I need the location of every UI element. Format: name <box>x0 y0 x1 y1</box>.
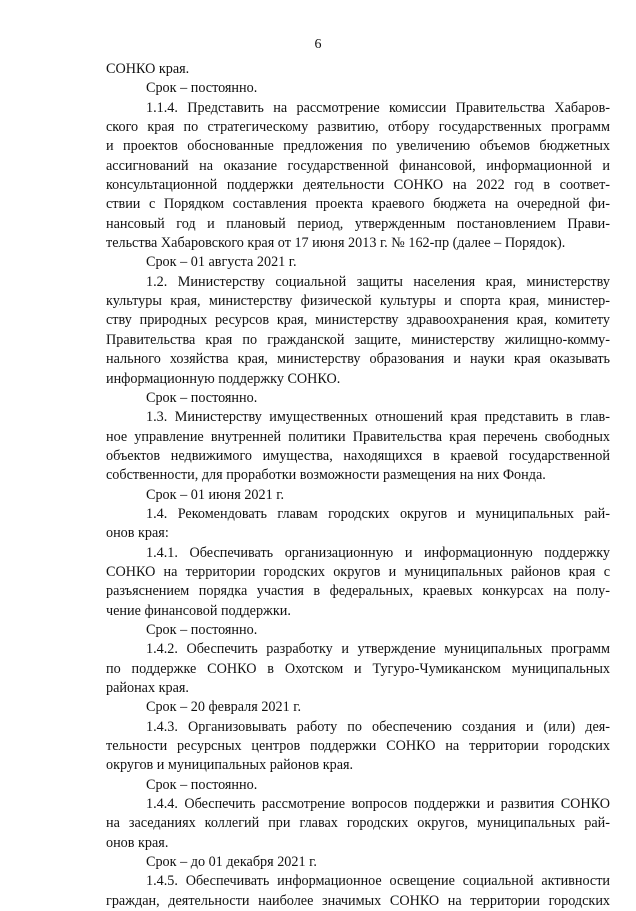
text-line: СОНКО края. <box>106 61 190 77</box>
text-line: ное управление внутренней политики Правительства края перечень свободных <box>106 428 610 445</box>
text-line: информационную поддержку СОНКО. <box>106 370 341 387</box>
text-line: нансовый год и плановый период, утвержденным постановлением Прави- <box>106 215 610 232</box>
text-line: СОНКО на территории городских округов и муниципальных районов края с <box>106 563 610 580</box>
text-line: разъяснением порядка участия в федеральных, краевых конкурсах на полу- <box>106 583 610 600</box>
text-line: ского края по стратегическому развитию, отбору государственных программ <box>106 119 610 136</box>
text-line: 1.2. Министерству социальной защиты населения края, министерству <box>146 273 610 290</box>
text-line: культуры края, министерству физической культуры и спорта края, министер- <box>106 293 610 310</box>
text-line: 1.4. Рекомендовать главам городских округов и муниципальных рай- <box>146 505 610 522</box>
text-line: чение финансовой поддержки. <box>106 602 291 619</box>
text-line: собственности, для проработки возможности размещения на них Фонда. <box>106 467 546 484</box>
text-line: районах края. <box>106 680 189 696</box>
text-line: Срок – 01 августа 2021 г. <box>146 254 297 271</box>
text-line: ассигнований на оказание государственной финансовой, информационной и <box>106 157 610 174</box>
text-line: Срок – 20 февраля 2021 г. <box>146 699 302 716</box>
text-line: объектов недвижимого имущества, находящихся в краевой государственной <box>106 447 610 464</box>
text-line: Правительства края по гражданской защите, министерству жилищно-комму- <box>106 331 610 348</box>
text-line: Срок – до 01 декабря 2021 г. <box>146 854 317 871</box>
text-line: Срок – постоянно. <box>146 621 258 638</box>
text-line: онов края. <box>106 834 169 851</box>
text-line: 1.4.5. Обеспечивать информационное освещение социальной активности <box>146 873 610 890</box>
text-line: граждан, деятельности наиболее значимых СОНКО на территории городских <box>106 892 610 909</box>
document-body <box>106 60 610 911</box>
text-line: и проектов обоснованные предложения по увеличению объемов бюджетных <box>106 138 610 155</box>
text-line: 1.4.1. Обеспечивать организационную и информационную поддержку <box>146 544 610 561</box>
text-line: тельства Хабаровского края от 17 июня 2013 г. № 162-пр (далее – Порядок). <box>106 235 566 252</box>
text-line: онов края: <box>106 525 169 542</box>
text-line: ству природных ресурсов края, министерству здравоохранения края, комитету <box>106 312 610 329</box>
text-line: консультационной поддержки деятельности СОНКО на 2022 год в соответ- <box>106 177 610 194</box>
text-line: округов и муниципальных районов края. <box>106 757 354 774</box>
text-line: 1.4.4. Обеспечить рассмотрение вопросов поддержки и развития СОНКО <box>146 796 610 813</box>
text-line: 1.1.4. Представить на рассмотрение комиссии Правительства Хабаров- <box>146 99 610 116</box>
text-line: на заседаниях коллегий при главах городских округов, муниципальных рай- <box>106 815 610 832</box>
text-line: по поддержке СОНКО в Охотском и Тугуро-Чумиканском муниципальных <box>106 660 610 677</box>
text-line: Срок – постоянно. <box>146 389 258 406</box>
text-line: ствии с Порядком составления проекта краевого бюджета на очередной фи- <box>106 196 610 213</box>
text-line: Срок – постоянно. <box>146 80 258 97</box>
text-line: 1.4.3. Организовывать работу по обеспечению создания и (или) дея- <box>146 718 610 735</box>
text-line: Срок – 01 июня 2021 г. <box>146 486 285 503</box>
text-line: тельности ресурсных центров поддержки СОНКО на территории городских <box>106 738 610 755</box>
text-line: Срок – постоянно. <box>146 776 258 793</box>
text-line: 1.4.2. Обеспечить разработку и утверждение муниципальных программ <box>146 641 610 658</box>
text-line: 1.3. Министерству имущественных отношений края представить в глав- <box>146 409 610 426</box>
page-number: 6 <box>314 37 322 52</box>
text-line: нального хозяйства края, министерству образования и науки края оказывать <box>106 351 610 368</box>
